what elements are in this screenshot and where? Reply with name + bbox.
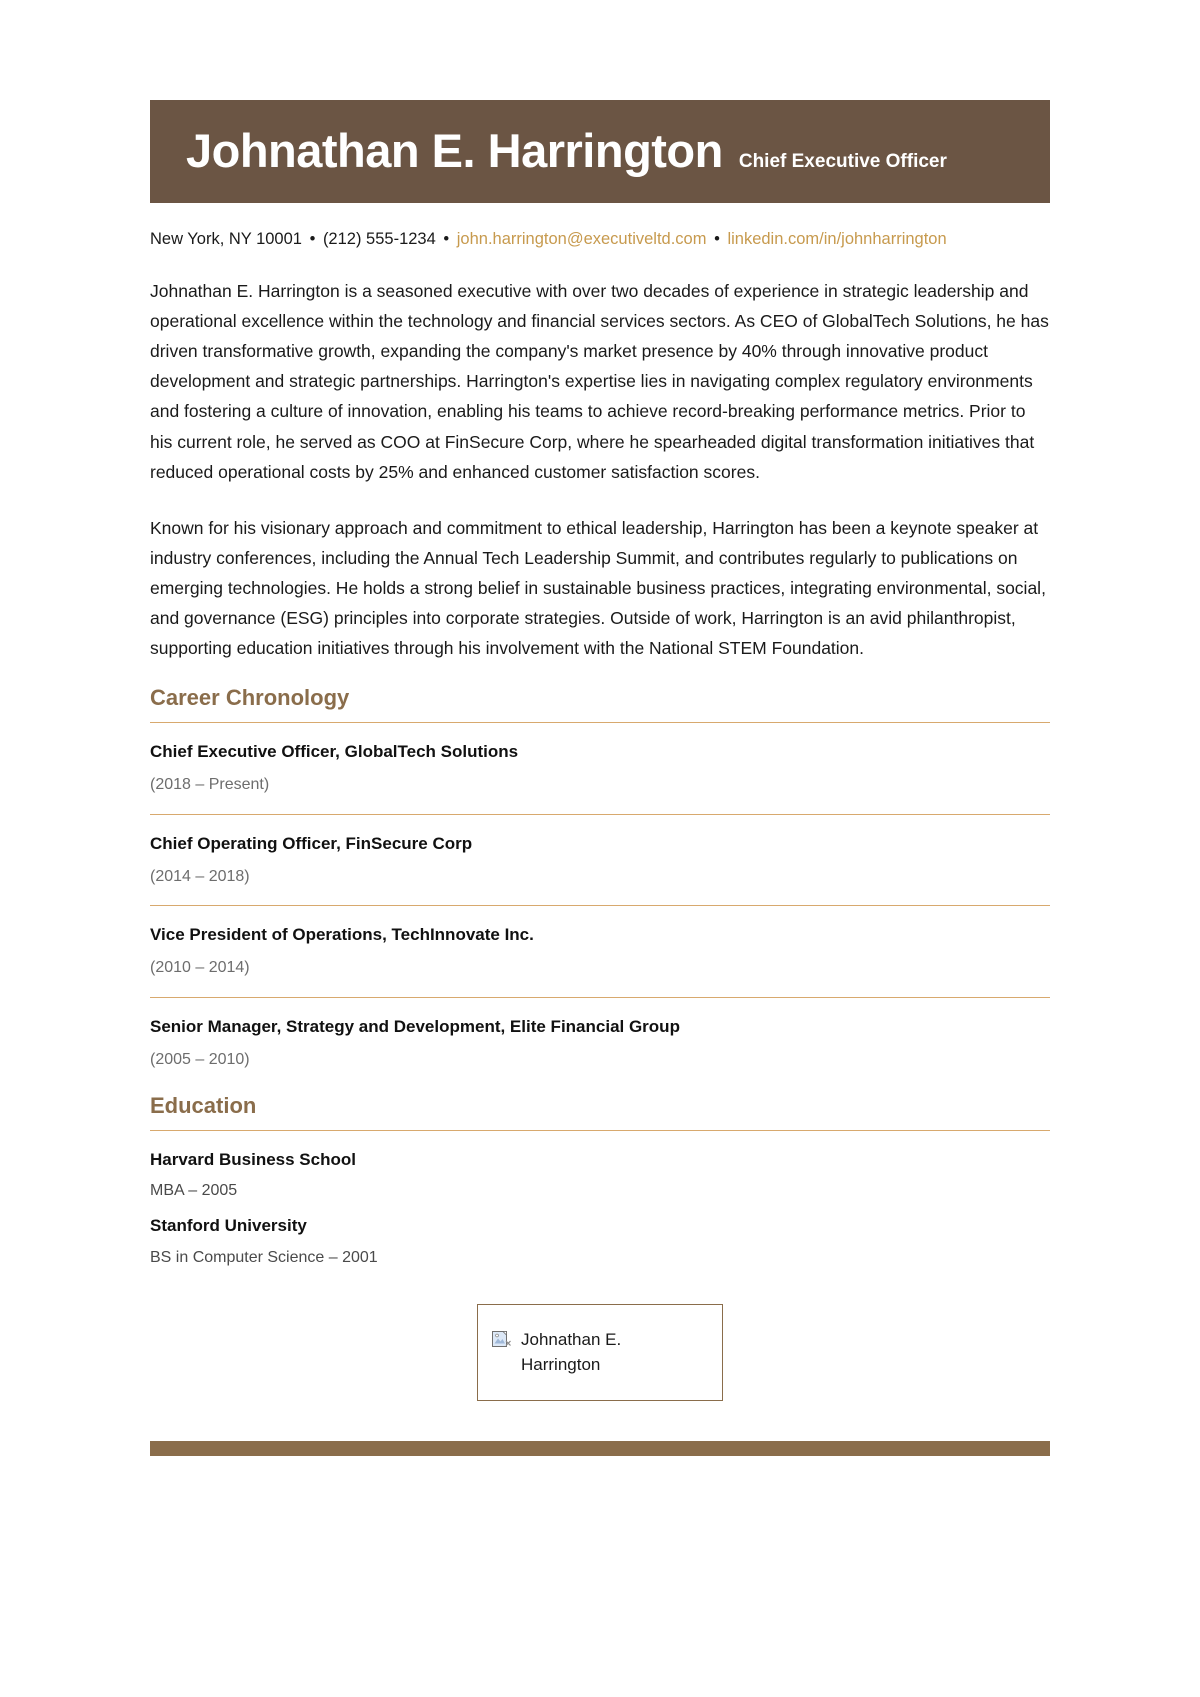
- job-entry: [150, 833, 1050, 888]
- job-dates: (2014 – 2018): [150, 867, 250, 885]
- resume-sheet: [150, 0, 1050, 1401]
- job-divider: [150, 997, 1050, 998]
- job-dates: (2005 – 2010): [150, 1051, 250, 1069]
- header-job-title: Chief Executive Officer: [738, 151, 947, 172]
- broken-image-icon: [492, 1331, 511, 1350]
- page-title: Johnathan E. Harrington: [186, 124, 723, 177]
- job-entry: [150, 741, 1050, 796]
- job-title: Senior Manager, Strategy and Development, Elite Financial Group: [150, 1017, 680, 1037]
- job-dates: (2010 – 2014): [150, 959, 250, 977]
- career-chronology-section: [150, 685, 1050, 1071]
- job-divider: [150, 814, 1050, 815]
- contact-separator-2: •: [443, 230, 450, 249]
- education-school: Stanford University: [150, 1216, 307, 1236]
- contact-separator-3: •: [714, 230, 720, 249]
- summary-paragraph: Known for his visionary approach and commitment to ethical leadership, Harrington has been a keynote speaker at industry conferences, including the Annual Tech Leadership Summit, and contributes regularly to publications on emerging technologies. He holds a strong belief in sustainable business practices, integrating environmental, social, and governance (ESG) principles into corporate strategies. Outside of work, Harrington is an avid philanthropist, supporting education initiatives through his involvement with the National STEM Foundation.: [150, 517, 1046, 659]
- photo-placeholder-box: [477, 1304, 723, 1401]
- contact-email-link[interactable]: john.harrington@executiveltd.com: [456, 230, 707, 249]
- job-entry: [150, 1016, 1050, 1071]
- education-degree: BS in Computer Science – 2001: [150, 1248, 378, 1266]
- contact-location: New York, NY 10001: [150, 230, 302, 249]
- photo-alt-text: Johnathan E. Harrington: [521, 1330, 622, 1374]
- education-degree: MBA – 2005: [150, 1181, 238, 1199]
- education-entry: [150, 1215, 1050, 1268]
- contact-separator-1: •: [309, 230, 316, 249]
- contact-line: [150, 227, 1050, 252]
- education-entry: [150, 1149, 1050, 1202]
- job-title: Vice President of Operations, TechInnovate Inc.: [150, 925, 534, 945]
- job-dates: (2018 – Present): [150, 775, 270, 793]
- job-title: Chief Executive Officer, GlobalTech Solutions: [150, 741, 519, 761]
- career-section-rule: [150, 722, 1050, 723]
- photo-placeholder-wrap: [150, 1304, 1050, 1401]
- career-section-heading: Career Chronology: [150, 685, 350, 711]
- contact-phone: (212) 555-1234: [322, 230, 436, 249]
- education-section-heading: Education: [150, 1093, 257, 1119]
- job-title: Chief Operating Officer, FinSecure Corp: [150, 833, 473, 853]
- education-school: Harvard Business School: [150, 1149, 356, 1169]
- contact-linkedin-link[interactable]: linkedin.com/in/johnharrington: [727, 230, 947, 249]
- summary-paragraph: Johnathan E. Harrington is a seasoned executive with over two decades of experience in strategic leadership and operational excellence within the technology and financial services sectors. As CEO of GlobalTech Solutions, he has driven transformative growth, expanding the company's market presence by 40% through innovative product development and strategic partnerships. Harrington's expertise lies in navigating complex regulatory environments and fostering a culture of innovation, enabling his teams to achieve record-breaking performance metrics. Prior to his current role, he served as COO at FinSecure Corp, where he spearheaded digital transformation initiatives that reduced operational costs by 25% and enhanced customer satisfaction scores.: [150, 281, 1049, 482]
- header-banner: [150, 100, 1050, 203]
- footer-bar: [150, 1441, 1050, 1456]
- job-divider: [150, 905, 1050, 906]
- job-entry: [150, 924, 1050, 979]
- education-section-rule: [150, 1130, 1050, 1131]
- education-section: [150, 1093, 1050, 1268]
- professional-summary: [150, 276, 1050, 663]
